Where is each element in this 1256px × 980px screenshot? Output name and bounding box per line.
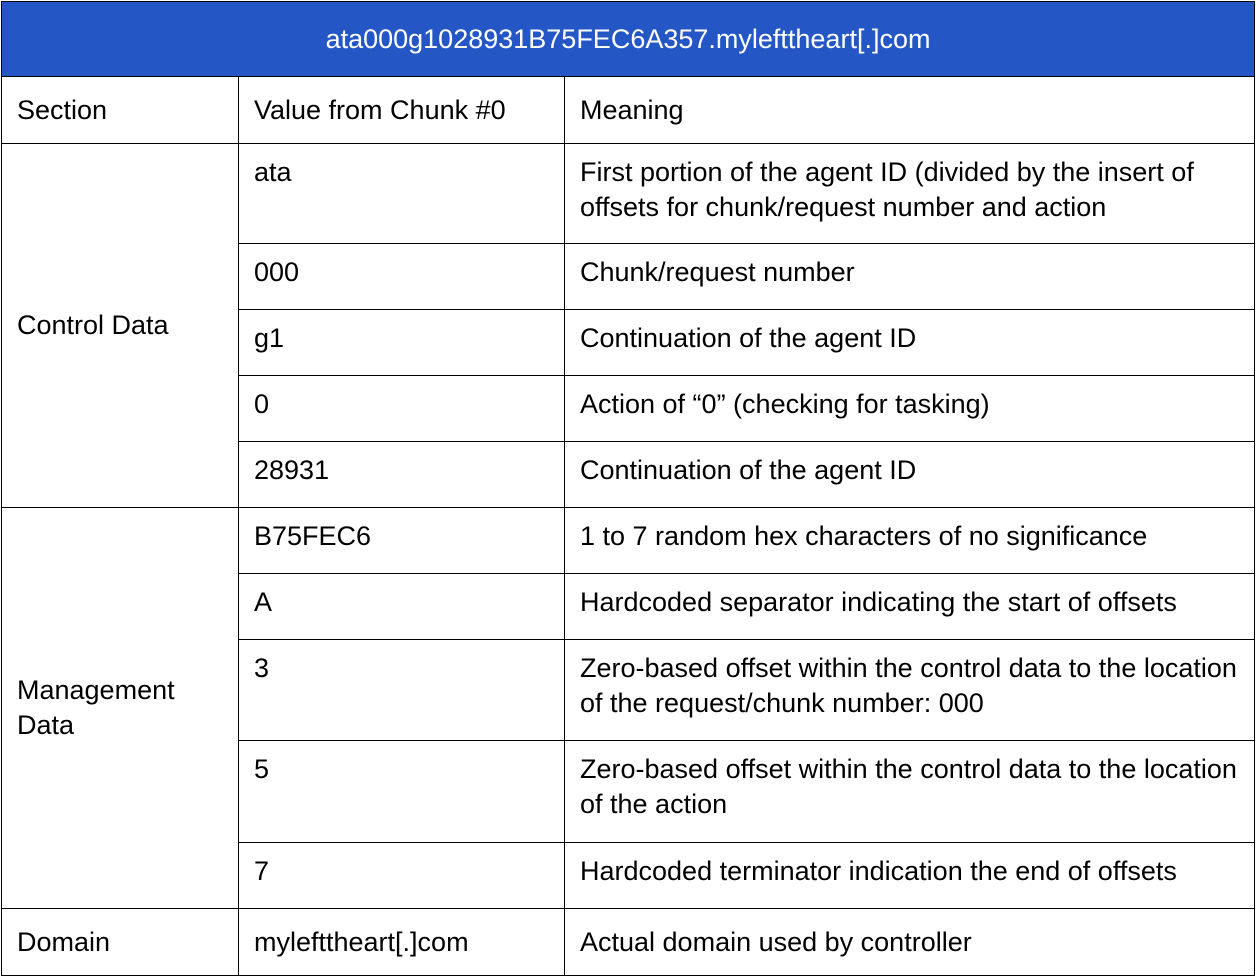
row-value: B75FEC6 [239,508,565,574]
row-value: 3 [239,640,565,741]
domain-breakdown-table [1,1,1255,976]
row-meaning: Action of “0” (checking for tasking) [565,376,1255,442]
section-management-data: Management Data [2,508,239,909]
table-row [2,144,1255,244]
row-value: mylefttheart[.]com [239,909,565,976]
table-title: ata000g1028931B75FEC6A357.mylefttheart[.]com [2,2,1255,77]
row-value: 7 [239,843,565,909]
row-meaning: Hardcoded separator indicating the start of offsets [565,574,1255,640]
table-row [2,508,1255,574]
row-value: 5 [239,741,565,843]
row-meaning: Zero-based offset within the control data to the location of the action [565,741,1255,843]
row-meaning: Hardcoded terminator indication the end of offsets [565,843,1255,909]
row-value: 000 [239,244,565,310]
row-value: ata [239,144,565,244]
section-control-data: Control Data [2,144,239,508]
table-row [2,909,1255,976]
section-domain: Domain [2,909,239,976]
row-value: A [239,574,565,640]
title-row [2,2,1255,77]
row-meaning: Continuation of the agent ID [565,310,1255,376]
row-meaning: Continuation of the agent ID [565,442,1255,508]
header-section: Section [2,77,239,144]
header-meaning: Meaning [565,77,1255,144]
row-meaning: First portion of the agent ID (divided by the insert of offsets for chunk/request number and action [565,144,1255,244]
row-meaning: 1 to 7 random hex characters of no significance [565,508,1255,574]
header-value: Value from Chunk #0 [239,77,565,144]
row-meaning: Zero-based offset within the control data to the location of the request/chunk number: 000 [565,640,1255,741]
row-value: 0 [239,376,565,442]
header-row [2,77,1255,144]
row-value: g1 [239,310,565,376]
row-meaning: Actual domain used by controller [565,909,1255,976]
row-meaning: Chunk/request number [565,244,1255,310]
row-value: 28931 [239,442,565,508]
